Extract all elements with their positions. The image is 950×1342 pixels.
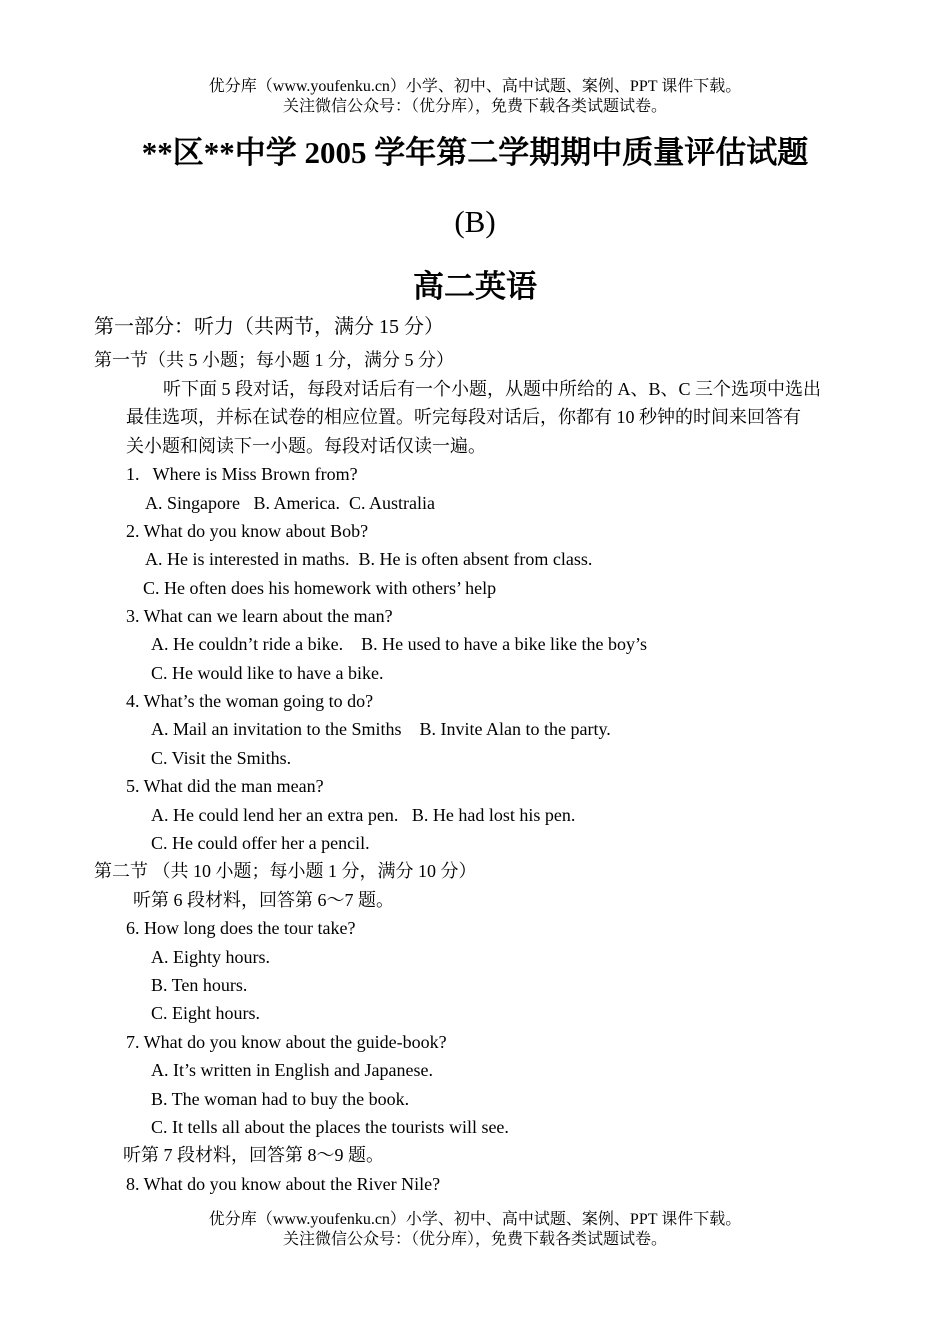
question-1: 1. Where is Miss Brown from?: [126, 464, 358, 484]
question-3-option-c: C. He would like to have a bike.: [151, 663, 384, 683]
question-4-option-c: C. Visit the Smiths.: [151, 748, 292, 768]
question-7-option-c: C. It tells all about the places the tourists will see.: [151, 1117, 509, 1137]
question-7: 7. What do you know about the guide-book?: [126, 1032, 447, 1052]
question-5-option-c: C. He could offer her a pencil.: [151, 833, 370, 853]
instruction-line-3: 关小题和阅读下一小题。每段对话仅读一遍。: [126, 436, 486, 456]
question-6-option-b: B. Ten hours.: [151, 975, 248, 995]
subject-heading: 高二英语: [413, 269, 537, 304]
instruction-line-2: 最佳选项，并标在试卷的相应位置。听完每段对话后，你都有 10 秒钟的时间来回答有: [126, 407, 801, 427]
footer-line-2: 关注微信公众号：（优分库），免费下载各类试题试卷。: [282, 1231, 667, 1248]
question-6-option-a: A. Eighty hours.: [151, 947, 270, 967]
question-7-option-b: B. The woman had to buy the book.: [151, 1089, 410, 1109]
question-4: 4. What’s the woman going to do?: [126, 691, 374, 711]
listen-material-6: 听第 6 段材料，回答第 6～7 题。: [133, 890, 394, 910]
part-one-heading: 第一部分：听力（共两节，满分 15 分）: [94, 316, 444, 338]
page-title: **区**中学 2005 学年第二学期期中质量评估试题: [141, 135, 809, 170]
question-6: 6. How long does the tour take?: [126, 918, 356, 938]
header-line-1: 优分库（www.youfenku.cn）小学、初中、高中试题、案例、PPT 课件下载。: [208, 78, 742, 95]
question-3-options-ab: A. He couldn’t ride a bike. B. He used to have a bike like the boy’s: [151, 634, 648, 654]
question-4-options-ab: A. Mail an invitation to the Smiths B. Invite Alan to the party.: [151, 719, 611, 739]
header-line-2: 关注微信公众号：（优分库），免费下载各类试题试卷。: [282, 98, 667, 115]
question-2-options-ab: A. He is interested in maths. B. He is often absent from class.: [145, 549, 593, 569]
question-6-option-c: C. Eight hours.: [151, 1003, 261, 1023]
question-3: 3. What can we learn about the man?: [126, 606, 393, 626]
question-2-option-c: C. He often does his homework with others’ help: [143, 578, 497, 598]
page-subtitle: (B): [454, 204, 496, 239]
section-two-heading: 第二节 （共 10 小题；每小题 1 分，满分 10 分）: [94, 861, 477, 881]
question-2: 2. What do you know about Bob?: [126, 521, 369, 541]
section-one-heading: 第一节（共 5 小题；每小题 1 分，满分 5 分）: [94, 350, 454, 370]
listen-material-7: 听第 7 段材料，回答第 8～9 题。: [123, 1145, 384, 1165]
question-1-options: A. Singapore B. America. C. Australia: [145, 493, 435, 513]
question-5-options-ab: A. He could lend her an extra pen. B. He had lost his pen.: [151, 805, 576, 825]
question-5: 5. What did the man mean?: [126, 776, 324, 796]
instruction-line-1: 听下面 5 段对话，每段对话后有一个小题，从题中所给的 A、B、C 三个选项中选出: [163, 379, 822, 399]
footer-line-1: 优分库（www.youfenku.cn）小学、初中、高中试题、案例、PPT 课件下载。: [208, 1211, 742, 1228]
question-8: 8. What do you know about the River Nile?: [126, 1174, 441, 1194]
question-7-option-a: A. It’s written in English and Japanese.: [151, 1060, 433, 1080]
